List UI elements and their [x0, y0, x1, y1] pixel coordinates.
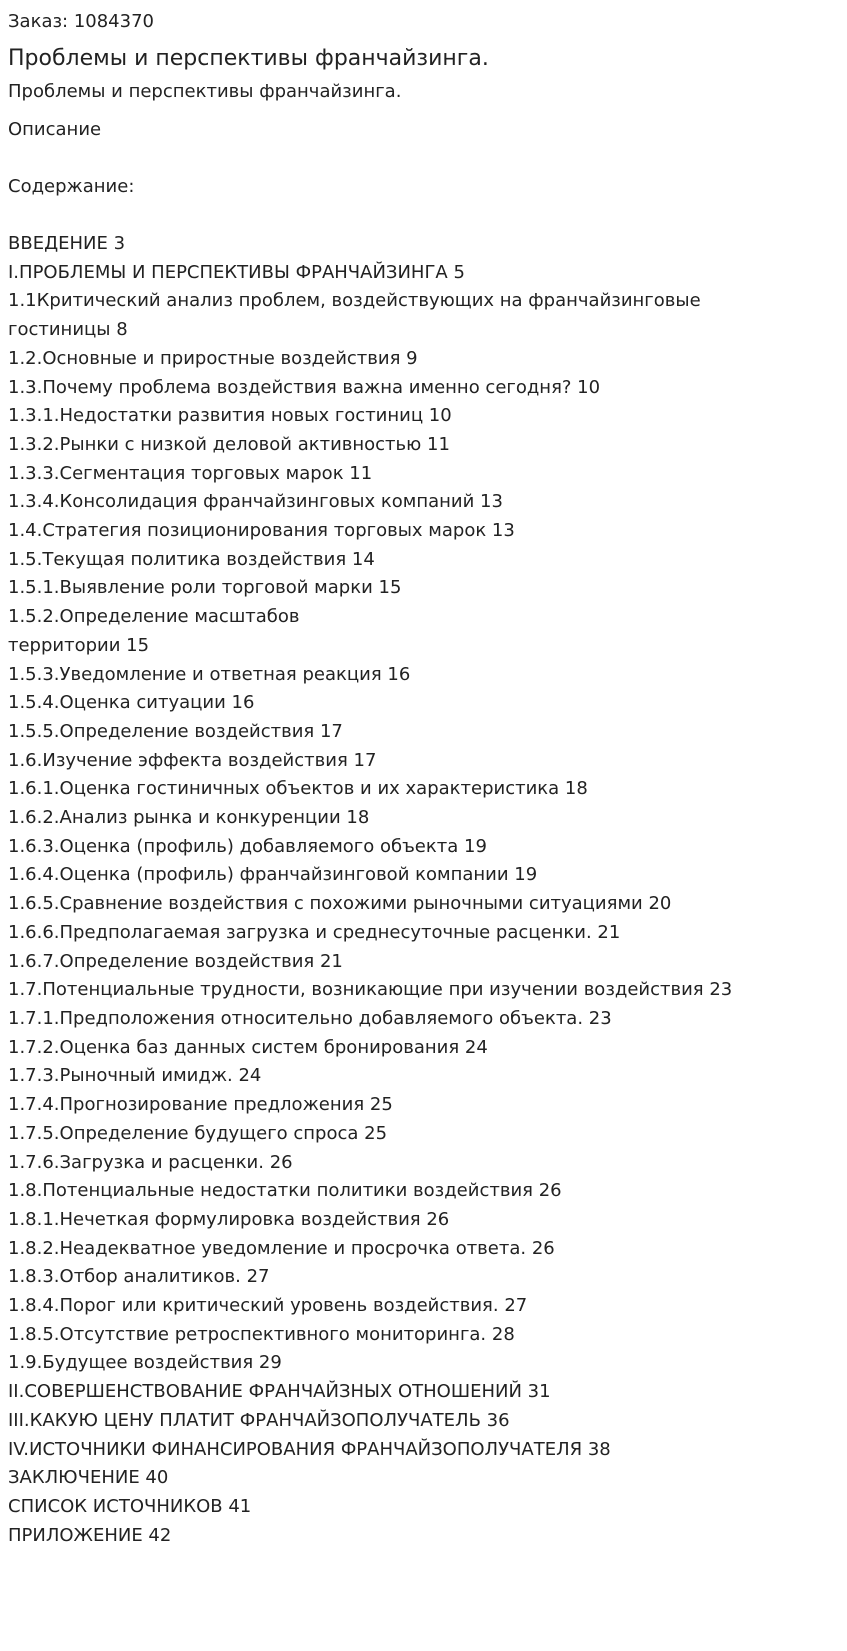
page-subtitle: Проблемы и перспективы франчайзинга.: [8, 81, 402, 102]
toc-item: 1.6.5.Сравнение воздействия с похожими рыночными ситуациями 20: [8, 893, 672, 915]
toc-item: 1.6.3.Оценка (профиль) добавляемого объекта 19: [8, 835, 487, 857]
toc-item: 1.7.3.Рыночный имидж. 24: [8, 1065, 262, 1087]
toc-item: ВВЕДЕНИЕ 3: [8, 233, 126, 254]
toc-item: 1.8.2.Неадекватное уведомление и просрочка ответа. 26: [8, 1237, 555, 1259]
toc-item: СПИСОК ИСТОЧНИКОВ 41: [8, 1495, 252, 1517]
toc-item: 1.8.5.Отсутствие ретроспективного мониторинга. 28: [8, 1323, 515, 1345]
table-of-contents: [8, 230, 788, 1550]
toc-item: 1.5.3.Уведомление и ответная реакция 16: [8, 663, 411, 685]
toc-item: 1.8.4.Порог или критический уровень воздействия. 27: [8, 1295, 528, 1317]
toc-item: 1.6.4.Оценка (профиль) франчайзинговой компании 19: [8, 864, 538, 886]
toc-item: 1.8.3.Отбор аналитиков. 27: [8, 1266, 270, 1288]
toc-item: 1.3.4.Консолидация франчайзинговых компаний 13: [8, 491, 503, 513]
toc-item: 1.6.6.Предполагаемая загрузка и среднесуточные расценки. 21: [8, 921, 621, 943]
toc-item: 1.3.3.Сегментация торговых марок 11: [8, 462, 373, 484]
toc-item: IV.ИСТОЧНИКИ ФИНАНСИРОВАНИЯ ФРАНЧАЙЗОПОЛУЧАТЕЛЯ 38: [8, 1438, 611, 1460]
toc-item: 1.3.1.Недостатки развития новых гостиниц 10: [8, 405, 452, 427]
toc-item: 1.5.5.Определение воздействия 17: [8, 720, 343, 742]
toc-item: 1.6.2.Анализ рынка и конкуренции 18: [8, 807, 370, 829]
page-title: Проблемы и перспективы франчайзинга.: [8, 46, 489, 71]
toc-item: 1.2.Основные и приростные воздействия 9: [8, 347, 418, 369]
toc-item: 1.7.1.Предположения относительно добавляемого объекта. 23: [8, 1007, 612, 1029]
toc-item: 1.1Критический анализ проблем, воздействующих на франчайзинговые гостиницы 8: [8, 290, 707, 341]
toc-item: 1.7.4.Прогнозирование предложения 25: [8, 1094, 393, 1116]
toc-item: 1.5.4.Оценка ситуации 16: [8, 692, 255, 714]
toc-item: 1.5.Текущая политика воздействия 14: [8, 548, 375, 570]
toc-item: III.КАКУЮ ЦЕНУ ПЛАТИТ ФРАНЧАЙЗОПОЛУЧАТЕЛЬ 36: [8, 1409, 510, 1431]
toc-item: 1.7.5.Определение будущего спроса 25: [8, 1122, 388, 1144]
toc-item: 1.7.6.Загрузка и расценки. 26: [8, 1151, 293, 1173]
description-heading: Описание: [8, 119, 102, 140]
toc-item: 1.3.2.Рынки с низкой деловой активностью 11: [8, 433, 450, 455]
toc-item: 1.8.Потенциальные недостатки политики воздействия 26: [8, 1180, 562, 1202]
toc-item: II.СОВЕРШЕНСТВОВАНИЕ ФРАНЧАЙЗНЫХ ОТНОШЕНИЙ 31: [8, 1381, 551, 1403]
toc-item: ЗАКЛЮЧЕНИЕ 40: [8, 1467, 169, 1489]
toc-item: I.ПРОБЛЕМЫ И ПЕРСПЕКТИВЫ ФРАНЧАЙЗИНГА 5: [8, 261, 465, 283]
contents-label: Содержание:: [8, 176, 135, 197]
toc-item: 1.6.1.Оценка гостиничных объектов и их характеристика 18: [8, 778, 588, 800]
toc-item: 1.5.2.Определение масштабов территории 15: [8, 606, 300, 656]
toc-item: 1.9.Будущее воздействия 29: [8, 1352, 282, 1374]
toc-item: 1.8.1.Нечеткая формулировка воздействия 26: [8, 1208, 450, 1230]
toc-item: 1.6.7.Определение воздействия 21: [8, 950, 343, 972]
toc-item: 1.3.Почему проблема воздействия важна именно сегодня? 10: [8, 376, 601, 398]
toc-item: 1.4.Стратегия позиционирования торговых марок 13: [8, 520, 515, 542]
toc-item: 1.7.2.Оценка баз данных систем бронирования 24: [8, 1036, 488, 1058]
toc-item: 1.6.Изучение эффекта воздействия 17: [8, 749, 377, 771]
toc-item: ПРИЛОЖЕНИЕ 42: [8, 1524, 172, 1546]
order-number: Заказ: 1084370: [8, 11, 154, 32]
toc-item: 1.7.Потенциальные трудности, возникающие при изучении воздействия 23: [8, 979, 733, 1001]
toc-item: 1.5.1.Выявление роли торговой марки 15: [8, 577, 402, 599]
